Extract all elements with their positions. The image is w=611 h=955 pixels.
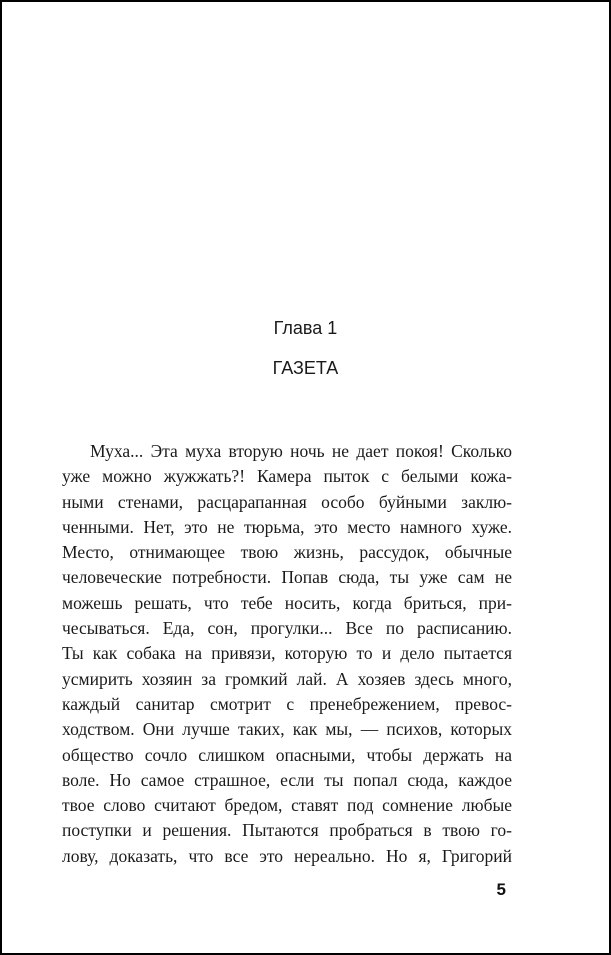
text-line: Место, отнимающее твою жизнь, рассудок, обычные [62,542,512,563]
text-line: уже можно жужжать?! Камера пыток с белыми кожа- [62,466,512,487]
text-line: общество сочло слишком опасными, чтобы держать на [62,744,512,765]
text-line: Ты как собака на привязи, которую то и дело пытается [62,643,512,664]
text-line: чесываться. Еда, сон, прогулки... Все по расписанию. [62,618,512,639]
text-line: каждый санитар смотрит с пренебрежением, превос- [62,693,512,714]
text-line: лову, доказать, что все это нереально. Но я, Григорий [62,845,512,866]
chapter-title: ГАЗЕТА [272,358,339,378]
text-line: твое слово считают бредом, ставят под сомнение любые [62,795,512,816]
page-number: 5 [496,880,506,899]
text-line: воле. Но самое страшное, если ты попал сюда, каждое [62,769,512,790]
text-line: человеческие потребности. Попав сюда, ты уже сам не [62,567,512,588]
body-text [62,439,512,869]
text-line: усмирить хозяин за громкий лай. А хозяев здесь много, [62,668,512,689]
text-line: можешь решать, что тебе носить, когда бриться, при- [62,592,512,613]
text-line: ченными. Нет, это не тюрьма, это место намного хуже. [62,516,512,537]
text-line: ходством. Они лучше таких, как мы, — психов, которых [62,719,512,740]
text-line: Муха... Эта муха вторую ночь не дает покоя! Сколько [90,441,512,461]
text-line: ными стенами, расцарапанная особо буйными заклю- [62,491,512,512]
chapter-label: Глава 1 [273,318,338,338]
text-line: поступки и решения. Пытаются пробраться в твою го- [62,820,512,841]
